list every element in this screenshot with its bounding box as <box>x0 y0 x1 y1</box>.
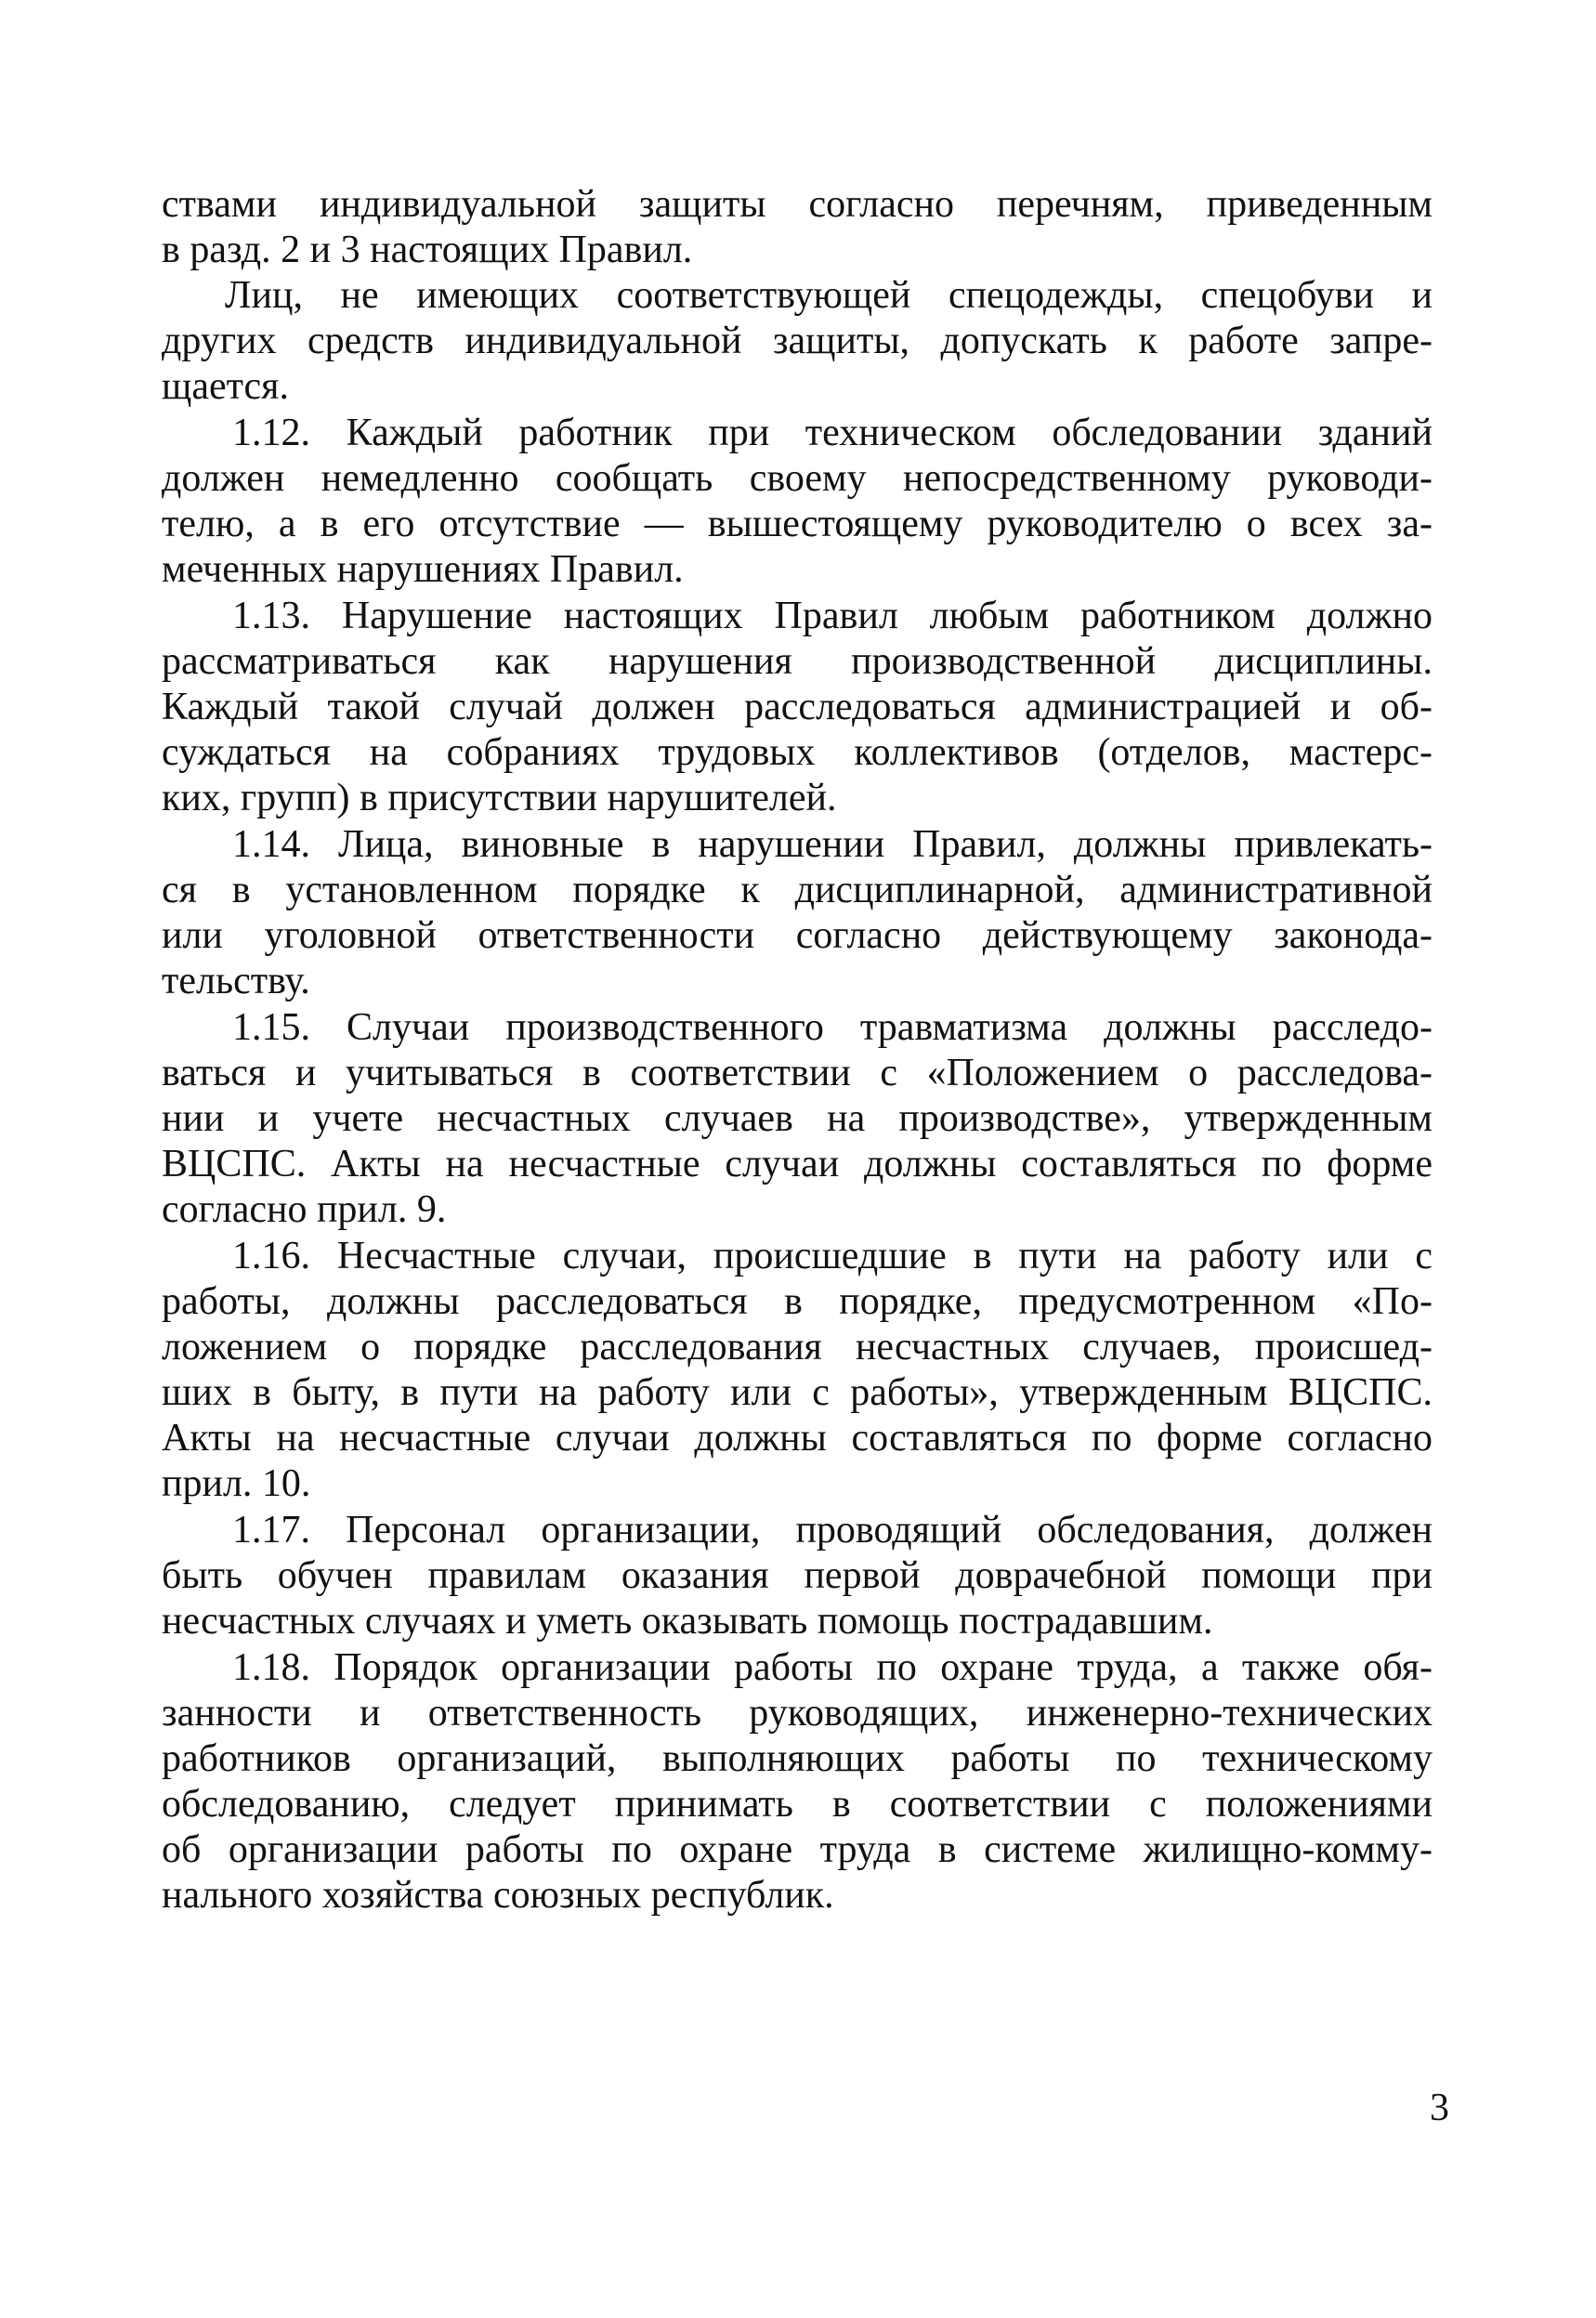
text-line: прил. 10. <box>162 1462 311 1505</box>
text-line: несчастных случаях и уметь оказывать помощь пострадавшим. <box>162 1600 1213 1643</box>
text-line: 1.12. Каждый работник при техническом обследовании зданий <box>232 412 1432 454</box>
text-line: ВЦСПС. Акты на несчастные случаи должны составляться по форме <box>162 1143 1432 1185</box>
text-line: Лиц, не имеющих соответствующей спецодежды, спецобуви и <box>225 274 1432 317</box>
text-line: 1.14. Лица, виновные в нарушении Правил, должны привлекать- <box>232 823 1432 866</box>
text-line: других средств индивидуальной защиты, допускать к работе запре- <box>162 320 1432 362</box>
text-line: ложением о порядке расследования несчастных случаев, происшед- <box>162 1326 1432 1369</box>
text-line: или уголовной ответственности согласно действующему законода- <box>162 914 1432 957</box>
text-line: суждаться на собраниях трудовых коллективов (отделов, мастерс- <box>162 731 1432 774</box>
text-line: обследованию, следует принимать в соответствии с положениями <box>162 1783 1432 1826</box>
text-line: работы, должны расследоваться в порядке, предусмотренном «По- <box>162 1280 1432 1323</box>
text-line: ваться и учитываться в соответствии с «Положением о расследова- <box>162 1052 1432 1094</box>
text-line: 1.17. Персонал организации, проводящий обследования, должен <box>232 1509 1432 1552</box>
page-number: 3 <box>1430 2087 1449 2129</box>
text-line: в разд. 2 и 3 настоящих Правил. <box>162 229 693 271</box>
text-line: тельству. <box>162 960 310 1002</box>
text-line: ших в быту, в пути на работу или с работы», утвержденным ВЦСПС. <box>162 1371 1432 1414</box>
text-line: занности и ответственность руководящих, инженерно-технических <box>162 1692 1432 1735</box>
text-line: об организации работы по охране труда в системе жилищно-комму- <box>162 1828 1432 1871</box>
text-line: 1.18. Порядок организации работы по охране труда, а также обя- <box>232 1646 1432 1689</box>
text-line: должен немедленно сообщать своему непосредственному руководи- <box>162 457 1432 500</box>
text-line: 1.13. Нарушение настоящих Правил любым работником должно <box>232 595 1432 637</box>
text-line: щается. <box>162 365 289 408</box>
text-line: Каждый такой случай должен расследоваться администрацией и об- <box>162 686 1432 728</box>
text-line: нального хозяйства союзных республик. <box>162 1874 834 1917</box>
text-line: 1.16. Несчастные случаи, происшедшие в пути на работу или с <box>232 1235 1432 1277</box>
text-line: телю, а в его отсутствие — вышестоящему руководителю о всех за- <box>162 503 1432 545</box>
text-line: 1.15. Случаи производственного травматизма должны расследо- <box>232 1006 1432 1049</box>
text-line: ствами индивидуальной защиты согласно перечням, приведенным <box>162 183 1432 226</box>
text-line: нии и учете несчастных случаев на производстве», утвержденным <box>162 1097 1432 1140</box>
text-line: работников организаций, выполняющих работы по техническому <box>162 1737 1432 1780</box>
text-line: быть обучен правилам оказания первой доврачебной помощи при <box>162 1554 1432 1597</box>
text-line: Акты на несчастные случаи должны составляться по форме согласно <box>162 1417 1432 1460</box>
text-line: ких, групп) в присутствии нарушителей. <box>162 777 837 819</box>
text-line: рассматриваться как нарушения производственной дисциплины. <box>162 640 1432 683</box>
text-line: меченных нарушениях Правил. <box>162 548 684 591</box>
text-line: согласно прил. 9. <box>162 1188 447 1231</box>
text-line: ся в установленном порядке к дисциплинарной, административной <box>162 869 1432 911</box>
